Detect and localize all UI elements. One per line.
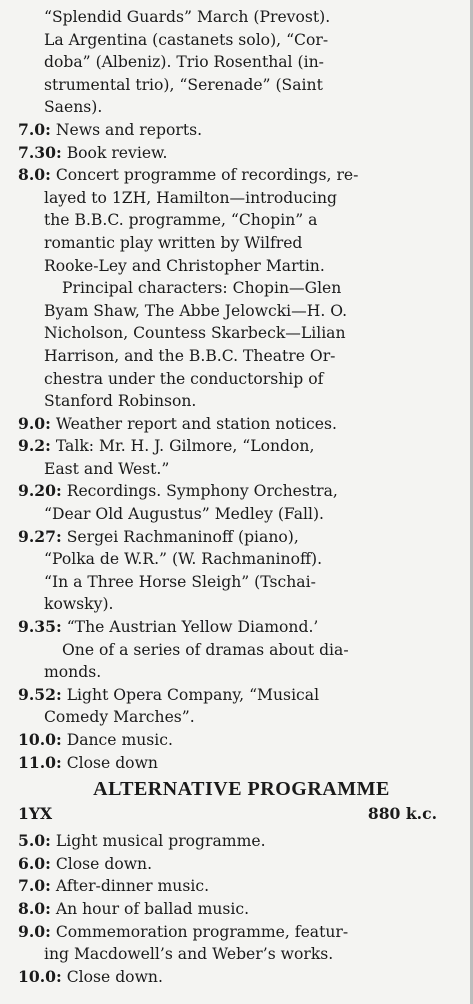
programme-time: 6.0: xyxy=(18,853,51,873)
programme-time: 5.0: xyxy=(18,831,51,851)
programme-line xyxy=(18,480,465,503)
programme-time: 8.0: xyxy=(18,165,51,185)
programme-text: After-dinner music. xyxy=(50,877,210,896)
programme-line xyxy=(18,706,465,729)
programme-text: Recordings. Symphony Orchestra, xyxy=(61,482,338,501)
programme-text: “Dear Old Augustus” Medley (Fall). xyxy=(44,505,325,524)
programme-line xyxy=(18,74,465,97)
programme-time: 11.0: xyxy=(18,752,62,772)
programme-line xyxy=(18,458,465,481)
programme-line xyxy=(18,209,465,232)
programme-text: Comedy Marches”. xyxy=(44,708,195,727)
programme-text: chestra under the conductorship of xyxy=(44,369,324,388)
programme-text: Saens). xyxy=(44,98,103,117)
programme-line xyxy=(18,966,465,989)
programme-line xyxy=(18,368,465,391)
programme-text: Rooke-Ley and Christopher Martin. xyxy=(44,256,325,275)
station-row xyxy=(18,802,465,830)
programme-text: “Polka de W.R.” (W. Rachmaninoff). xyxy=(44,550,323,569)
programme-text: Close down. xyxy=(61,967,163,986)
programme-time: 7.30: xyxy=(18,142,62,162)
programme-text: Light musical programme. xyxy=(50,832,266,851)
programme-time: 10.0: xyxy=(18,966,62,986)
alternative-programme-list xyxy=(18,830,465,988)
programme-line xyxy=(18,164,465,187)
programme-text: Dance music. xyxy=(61,731,173,749)
programme-text: An hour of ballad music. xyxy=(50,899,250,918)
programme-time: 9.20: xyxy=(18,481,62,501)
programme-line xyxy=(18,277,465,300)
programme-line xyxy=(18,503,465,526)
programme-line xyxy=(18,853,465,876)
programme-text: monds. xyxy=(44,663,102,682)
programme-line xyxy=(18,752,465,775)
programme-line xyxy=(18,51,465,74)
programme-line xyxy=(18,830,465,853)
programme-text: Harrison, and the B.B.C. Theatre Or- xyxy=(44,346,336,365)
programme-text: layed to 1ZH, Hamilton—introducing xyxy=(44,188,337,207)
programme-line xyxy=(18,345,465,368)
programme-text: “Splendid Guards” March (Prevost). xyxy=(44,8,331,26)
programme-time: 9.0: xyxy=(18,413,51,433)
programme-text: Light Opera Company, “Musical xyxy=(61,685,320,704)
programme-line xyxy=(18,6,465,29)
programme-line xyxy=(18,875,465,898)
programme-text: Talk: Mr. H. J. Gilmore, “London, xyxy=(50,437,315,456)
alternative-programme-heading: ALTERNATIVE PROGRAMME xyxy=(93,778,390,801)
station-frequency: 880 k.c. xyxy=(367,804,437,824)
programme-line xyxy=(18,548,465,571)
programme-text: Commemoration programme, featur- xyxy=(50,922,349,941)
programme-time: 9.35: xyxy=(18,617,62,637)
programme-time: 10.0: xyxy=(18,730,62,749)
programme-line xyxy=(18,684,465,707)
main-programme-list xyxy=(18,6,465,774)
programme-line xyxy=(18,119,465,142)
programme-text: Principal characters: Chopin—Glen xyxy=(62,279,342,298)
programme-line xyxy=(18,639,465,662)
programme-text: doba” (Albeniz). Trio Rosenthal (in- xyxy=(44,53,324,72)
programme-time: 9.52: xyxy=(18,684,62,704)
programme-text: “In a Three Horse Sleigh” (Tschai- xyxy=(44,572,316,591)
programme-text: La Argentina (castanets solo), “Cor- xyxy=(44,30,329,49)
programme-line xyxy=(18,898,465,921)
programme-text: Close down xyxy=(61,753,158,772)
programme-text: Close down. xyxy=(50,854,153,873)
programme-line xyxy=(18,593,465,616)
programme-text: Weather report and station notices. xyxy=(50,414,337,433)
programme-line xyxy=(18,29,465,52)
programme-line xyxy=(18,921,465,944)
station-call-sign: 1YX xyxy=(18,804,53,824)
programme-line xyxy=(18,571,465,594)
programme-time: 9.0: xyxy=(18,921,51,941)
programme-time: 7.0: xyxy=(18,876,51,896)
programme-line xyxy=(18,526,465,549)
programme-text: Concert programme of recordings, re- xyxy=(50,166,359,185)
programme-line xyxy=(18,322,465,345)
programme-text: Nicholson, Countess Skarbeck—Lilian xyxy=(44,324,346,343)
programme-line xyxy=(18,232,465,255)
programme-text: the B.B.C. programme, “Chopin” a xyxy=(44,211,318,230)
programme-line xyxy=(18,390,465,413)
programme-text: East and West.” xyxy=(44,459,170,478)
programme-text: Sergei Rachmaninoff (piano), xyxy=(61,527,299,546)
programme-time: 8.0: xyxy=(18,898,51,918)
programme-time: 9.27: xyxy=(18,526,62,546)
programme-line xyxy=(18,729,465,752)
programme-text: romantic play written by Wilfred xyxy=(44,233,303,252)
programme-text: News and reports. xyxy=(50,120,203,139)
programme-text: Stanford Robinson. xyxy=(44,392,197,411)
programme-text: ing Macdowell’s and Weber’s works. xyxy=(44,945,334,964)
programme-line xyxy=(18,661,465,684)
programme-line xyxy=(18,255,465,278)
programme-time: 7.0: xyxy=(18,119,51,139)
programme-line xyxy=(18,413,465,436)
programme-text: One of a series of dramas about dia- xyxy=(62,640,349,659)
programme-line xyxy=(18,616,465,639)
programme-line xyxy=(18,943,465,966)
programme-line xyxy=(18,142,465,165)
programme-time: 9.2: xyxy=(18,436,51,456)
programme-text: strumental trio), “Serenade” (Saint xyxy=(44,75,323,94)
programme-text: Byam Shaw, The Abbe Jelowcki—H. O. xyxy=(44,301,348,320)
programme-text: “The Austrian Yellow Diamond.’ xyxy=(61,618,319,637)
programme-line xyxy=(18,187,465,210)
programme-text: kowsky). xyxy=(44,595,114,614)
programme-text: Book review. xyxy=(61,143,168,162)
programme-line xyxy=(18,96,465,119)
programme-line xyxy=(18,300,465,323)
programme-line xyxy=(18,435,465,458)
